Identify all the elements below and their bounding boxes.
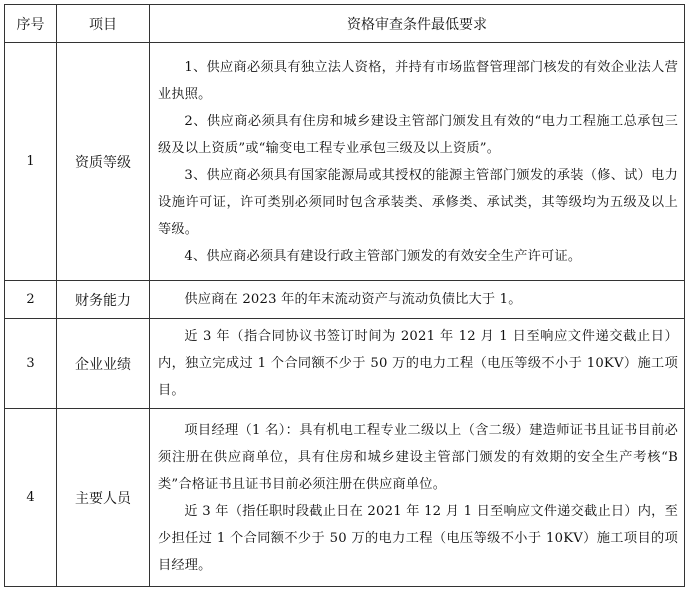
requirement-paragraph: 1、供应商必须具有独立法人资格，并持有市场监督管理部门核发的有效企业法人营业执照。 xyxy=(158,59,678,102)
table-row xyxy=(5,43,685,281)
row-requirement xyxy=(150,43,685,281)
row-number: 4 xyxy=(5,409,57,587)
requirement-paragraph: 项目经理（1 名）：具有机电工程专业二级以上（含二级）建造师证书且证书目前必须注册在供应商单位，具有住房和城乡建设主管部门颁发的有效期的安全生产考核“B 类”合格证书且证书目前必须注册在供应商单位。 xyxy=(158,422,678,492)
row-item: 主要人员 xyxy=(57,409,150,587)
header-row xyxy=(5,5,685,43)
requirement-paragraph: 供应商在 2023 年的年末流动资产与流动负债比大于 1。 xyxy=(184,292,522,307)
table-row xyxy=(5,319,685,409)
requirement-paragraph: 3、供应商必须具有国家能源局或其授权的能源主管部门颁发的承装（修、试）电力设施许可证，许可类别必须同时包含承装类、承修类、承试类，其等级均为五级及以上等级。 xyxy=(158,167,678,237)
row-number: 2 xyxy=(5,281,57,319)
row-number: 3 xyxy=(5,319,57,409)
requirement-paragraph: 2、供应商必须具有住房和城乡建设主管部门颁发且有效的“电力工程施工总承包三级及以上资质”或“输变电工程专业承包三级及以上资质”。 xyxy=(158,113,678,156)
row-requirement xyxy=(150,409,685,587)
row-item: 财务能力 xyxy=(57,281,150,319)
row-item: 企业业绩 xyxy=(57,319,150,409)
requirement-paragraph: 近 3 年（指任职时段截止日在 2021 年 12 月 1 日至响应文件递交截止日）内，至少担任过 1 个合同额不少于 50 万的电力工程（电压等级不小于 10KV）施工项目的项目经理。 xyxy=(158,503,678,573)
row-number: 1 xyxy=(5,43,57,281)
requirement-paragraph: 4、供应商必须具有建设行政主管部门颁发的有效安全生产许可证。 xyxy=(184,248,582,264)
row-requirement xyxy=(150,319,685,409)
qualification-table xyxy=(4,4,685,587)
header-requirement: 资格审查条件最低要求 xyxy=(150,5,685,43)
table-row xyxy=(5,409,685,587)
header-item: 项目 xyxy=(57,5,150,43)
requirement-paragraph: 近 3 年（指合同协议书签订时间为 2021 年 12 月 1 日至响应文件递交截止日）内，独立完成过 1 个合同额不少于 50 万的电力工程（电压等级不小于 10KV）施工项目。 xyxy=(158,329,678,398)
row-requirement xyxy=(150,281,685,319)
header-no: 序号 xyxy=(5,5,57,43)
table-row xyxy=(5,281,685,319)
row-item: 资质等级 xyxy=(57,43,150,281)
